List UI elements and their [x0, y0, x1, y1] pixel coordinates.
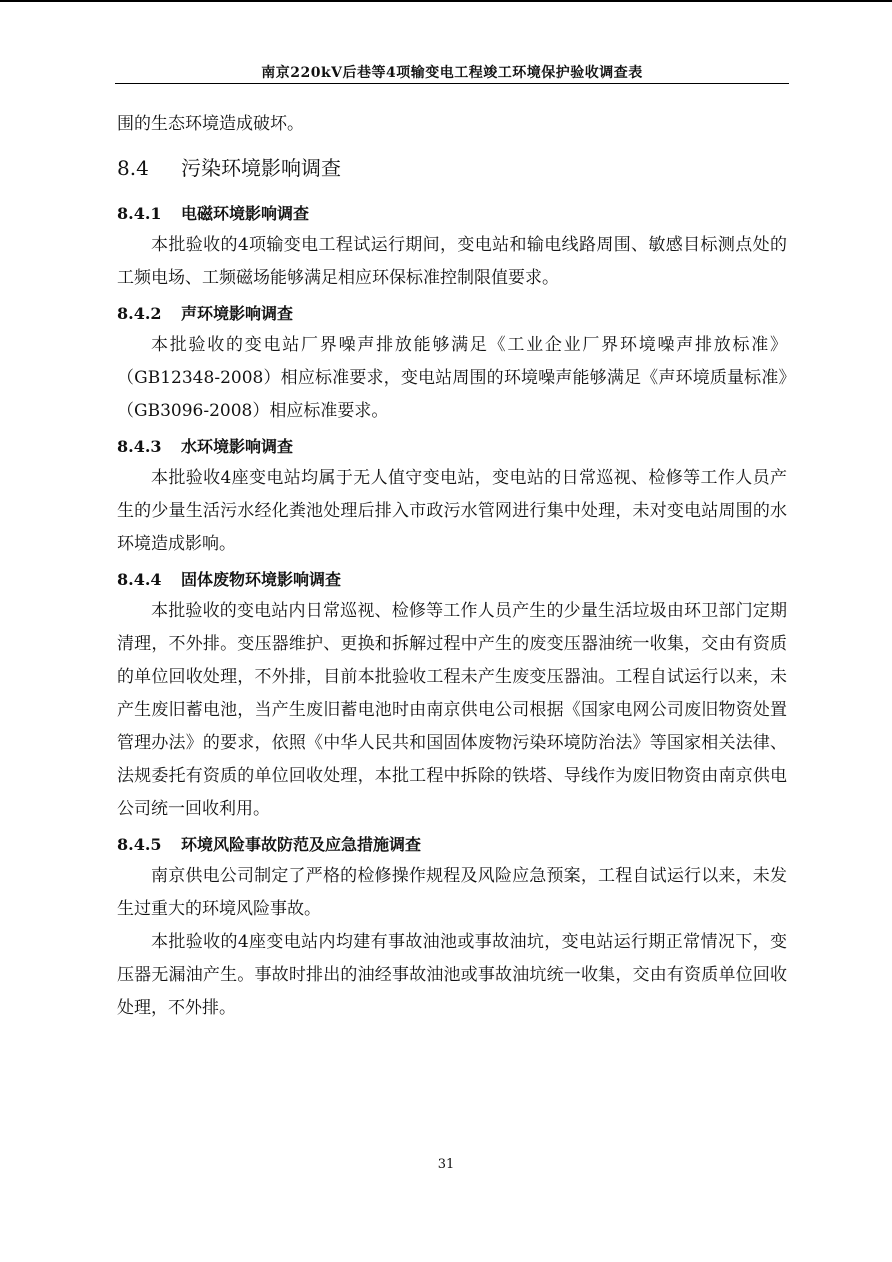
subsection-heading [117, 299, 787, 329]
section-heading [117, 151, 787, 185]
subsection-title: 电磁环境影响调查 [181, 204, 310, 223]
running-header: 南京220kV后巷等4项输变电工程竣工环境保护验收调查表 [261, 65, 643, 81]
continuation-paragraph: 围的生态环境造成破坏。 [117, 114, 304, 134]
page-content [117, 108, 787, 1025]
body-paragraph: 本批验收4座变电站均属于无人值守变电站，变电站的日常巡视、检修等工作人员产生的少量生活污水经化粪池处理后排入市政污水管网进行集中处理，未对变电站周围的水环境造成影响。 [117, 468, 787, 554]
subsection-title: 固体废物环境影响调查 [181, 570, 342, 589]
subsection-number: 8.4.3 [117, 437, 162, 456]
subsection-title: 水环境影响调查 [181, 437, 294, 456]
section-title: 污染环境影响调查 [181, 156, 341, 180]
body-paragraph: 本批验收的变电站内日常巡视、检修等工作人员产生的少量生活垃圾由环卫部门定期清理，不外排。变压器维护、更换和拆解过程中产生的废变压器油统一收集，交由有资质的单位回收处理，不外排，目前本批验收工程未产生废变压器油。工程自试运行以来，未产生废旧蓄电池，当产生废旧蓄电池时由南京供电公司根据《国家电网公司废旧物资处置管理办法》的要求，依照《中华人民共和国固体废物污染环境防治法》等国家相关法律、法规委托有资质的单位回收处理，本批工程中拆除的铁塔、导线作为废旧物资由南京供电公司统一回收利用。 [117, 601, 787, 819]
body-paragraph: 本批验收的变电站厂界噪声排放能够满足《工业企业厂界环境噪声排放标准》（GB12348-2008）相应标准要求，变电站周围的环境噪声能够满足《声环境质量标准》（GB3096-2008）相应标准要求。 [117, 335, 787, 421]
body-paragraph: 本批验收的4项输变电工程试运行期间，变电站和输电线路周围、敏感目标测点处的工频电场、工频磁场能够满足相应环保标准控制限值要求。 [117, 235, 787, 288]
subsection-title: 声环境影响调查 [181, 304, 294, 323]
subsection-number: 8.4.5 [117, 835, 162, 854]
subsection-heading [117, 565, 787, 595]
header-rule [115, 83, 789, 84]
subsection-heading [117, 830, 787, 860]
subsection-number: 8.4.2 [117, 304, 162, 323]
subsection-number: 8.4.4 [117, 570, 162, 589]
section-number: 8.4 [117, 156, 149, 180]
subsection-heading [117, 432, 787, 462]
page-top-border [0, 0, 892, 2]
subsection-heading [117, 199, 787, 229]
page-number: 31 [437, 1157, 455, 1172]
subsection-title: 环境风险事故防范及应急措施调查 [181, 835, 422, 854]
body-paragraph: 本批验收的4座变电站内均建有事故油池或事故油坑，变电站运行期正常情况下，变压器无漏油产生。事故时排出的油经事故油池或事故油坑统一收集，交由有资质单位回收处理，不外排。 [117, 932, 787, 1018]
body-paragraph: 南京供电公司制定了严格的检修操作规程及风险应急预案，工程自试运行以来，未发生过重大的环境风险事故。 [117, 866, 787, 919]
subsection-number: 8.4.1 [117, 204, 162, 223]
